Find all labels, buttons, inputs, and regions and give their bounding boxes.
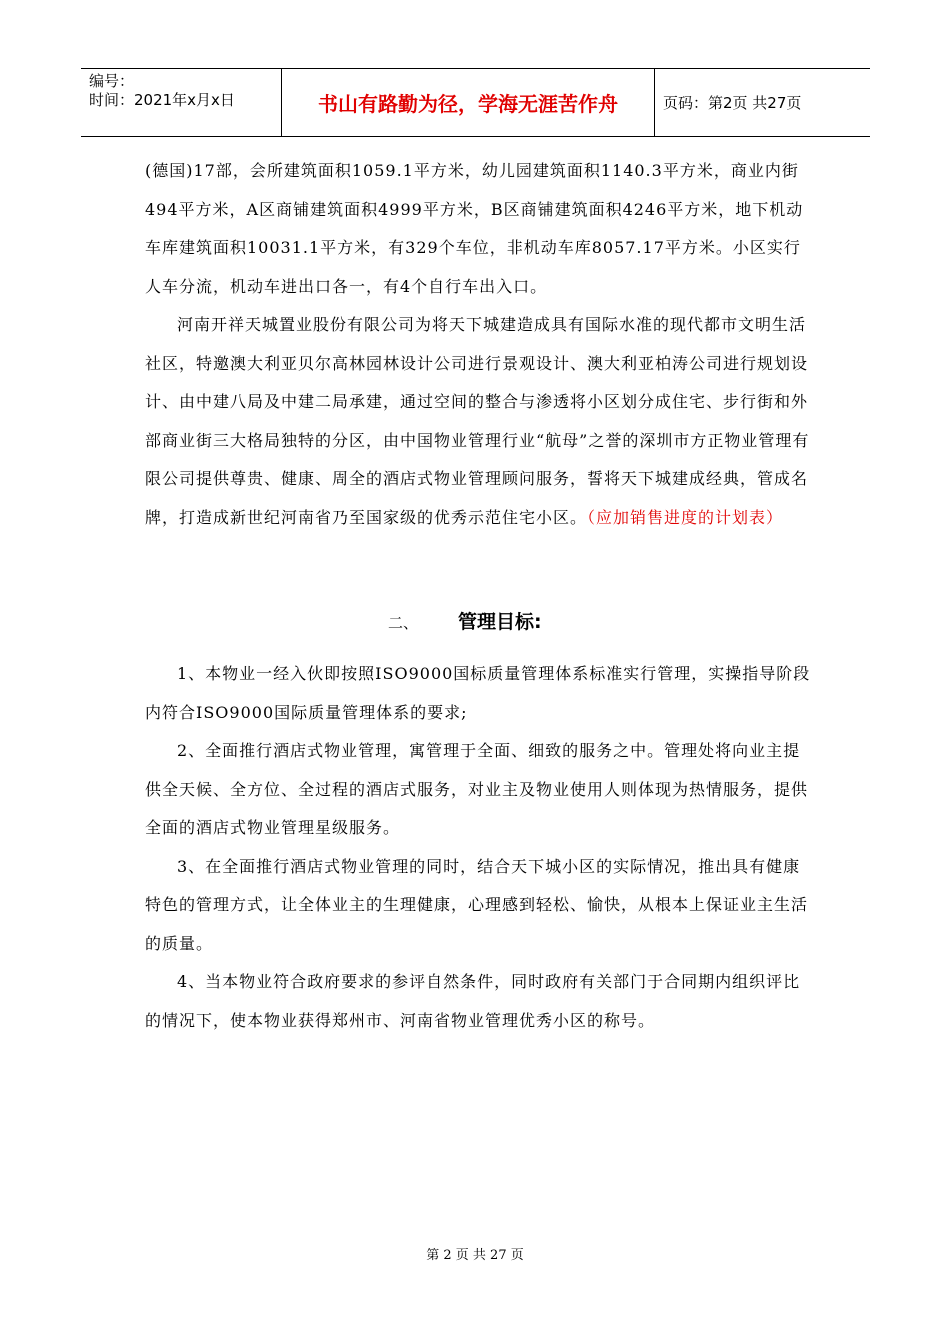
section-number: 二、 bbox=[388, 614, 419, 632]
goal-item: 1、本物业一经入伙即按照ISO9000国标质量管理体系标准实行管理，实操指导阶段内符合ISO9000国际质量管理体系的要求; bbox=[145, 664, 811, 722]
goal-item: 3、在全面推行酒店式物业管理的同时，结合天下城小区的实际情况，推出具有健康特色的管理方式，让全体业主的生理健康，心理感到轻松、愉快，从根本上保证业主生活的质量。 bbox=[145, 856, 809, 953]
header-motto-cell bbox=[281, 69, 655, 136]
page-header bbox=[81, 68, 870, 137]
intro-paragraph-2 bbox=[145, 306, 813, 537]
intro-paragraph-2-text: 河南开祥天城置业股份有限公司为将天下城建造成具有国际水准的现代都市文明生活社区，特邀澳大利亚贝尔高林园林设计公司进行景观设计、澳大利亚柏涛公司进行规划设计、由中建八局及中建二局承建，通过空间的整合与渗透将小区划分成住宅、步行街和外部商业街三大格局独特的分区，由中国物业管理行业“航母”之誉的深圳市方正物业管理有限公司提供尊贵、健康、周全的酒店式物业管理顾问服务，誓将天下城建成经典，管成名牌，打造成新世纪河南省乃至国家级的优秀示范住宅小区。 bbox=[145, 315, 810, 527]
header-meta bbox=[81, 69, 281, 136]
goals-list bbox=[145, 655, 813, 1040]
section-title: 管理目标: bbox=[458, 611, 542, 633]
motto: 书山有路勤为径，学海无涯苦作舟 bbox=[318, 92, 618, 116]
goal-item: 4、当本物业符合政府要求的参评自然条件，同时政府有关部门于合同期内组织评比的情况下，使本物业获得郑州市、河南省物业管理优秀小区的称号。 bbox=[145, 972, 801, 1030]
intro-paragraph-1: (德国)17部，会所建筑面积1059.1平方米，幼儿园建筑面积1140.3平方米，商业内街494平方米，A区商铺建筑面积4999平方米，B区商铺建筑面积4246平方米，地下机动车库建筑面积10031.1平方米，有329个车位，非机动车库8057.17平方米。小区实行人车分流，机动车进出口各一，有4个自行车出入口。 bbox=[145, 161, 804, 296]
page-info: 页码：第2页 共27页 bbox=[663, 94, 802, 112]
goal-item: 2、全面推行酒店式物业管理，寓管理于全面、细致的服务之中。管理处将向业主提供全天候、全方位、全过程的酒店式服务，对业主及物业使用人则体现为热情服务，提供全面的酒店式物业管理星级服务。 bbox=[145, 741, 809, 837]
number-label: 编号： bbox=[89, 72, 135, 90]
section-heading bbox=[388, 607, 542, 634]
time-label: 时间：2021年x月x日 bbox=[89, 91, 235, 109]
intro-note: （应加销售进度的计划表） bbox=[587, 507, 784, 527]
intro-section bbox=[145, 152, 813, 537]
page-footer: 第 2 页 共 27 页 bbox=[426, 1248, 524, 1263]
